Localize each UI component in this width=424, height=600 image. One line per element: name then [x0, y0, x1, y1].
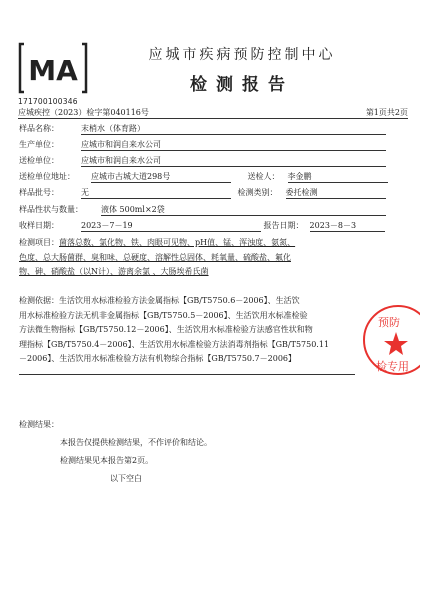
batch-value: 无: [81, 187, 231, 199]
sample-name-row: [19, 123, 386, 135]
receive-date-label: 收样日期：: [19, 221, 59, 230]
submitter-person-label: 送检人：: [247, 172, 280, 181]
items-line: 物、砷、硝酸盐（以N计）、游离余氯 、大肠埃希氏菌: [19, 267, 209, 276]
official-stamp: [358, 300, 420, 380]
nature-row: [19, 204, 386, 216]
basis-line: 方法微生物指标【GB/T5750.12－2006】、生活饮用水标准检验方法感官性状和物: [19, 325, 313, 334]
conclusion-label: 检测结果：: [19, 420, 59, 429]
batch-label: 样品批号：: [19, 188, 59, 197]
producer-row: [19, 139, 386, 151]
header-rule: [18, 118, 408, 119]
test-type-value: 委托检测: [286, 187, 386, 199]
items-label: 检测项目：: [19, 238, 59, 247]
stamp-star-icon: [384, 332, 408, 355]
conclusion-line: 本报告仅提供检测结果，不作评价和结论。: [60, 438, 212, 447]
basis-line: －2006】、生活饮用水标准检验方法有机物综合指标【GB/T5750.7－2006】: [19, 354, 297, 363]
address-row: [19, 171, 388, 183]
report-number: 应城疾控（2023）检字第040116号: [18, 108, 149, 117]
submitter-value: 应城市和润自来水公司: [81, 155, 386, 167]
basis-line: 用水标准检验方法无机非金属指标【GB/T5750.5－2006】、生活饮用水标准检验: [19, 310, 308, 320]
nature-value: 液体 500ml×2袋: [101, 204, 386, 216]
blank-marker: 以下空白: [110, 474, 142, 483]
dates-row: [19, 220, 385, 232]
address-value: 应城市古城大道298号: [91, 171, 231, 183]
nature-label: 样品性状与数量：: [19, 205, 83, 214]
submitter-row: [19, 155, 386, 167]
stamp-top-text: 预防: [378, 316, 400, 329]
sample-name-label: 样品名称：: [19, 124, 59, 133]
basis-line: 生活饮用水标准检验方法金属指标【GB/T5750.6－2006】、生活饮: [59, 296, 300, 305]
submitter-label: 送检单位：: [19, 156, 59, 165]
organization-name: 应城市疾病预防控制中心: [148, 47, 336, 63]
test-basis: [19, 294, 359, 367]
producer-label: 生产单位：: [19, 140, 59, 149]
page-info: 第1页共2页: [365, 108, 408, 117]
submitter-person-value: 李金鹏: [288, 171, 388, 183]
test-type-label: 检测类别：: [237, 188, 278, 197]
items-line: 色度、总大肠菌群、臭和味、总硬度、溶解性总固体、耗氧量、硫酸盐、氟化: [19, 252, 291, 262]
receive-date-value: 2023－7－19: [81, 220, 261, 232]
test-items: [19, 236, 407, 280]
ma-number: 171700100346: [18, 97, 78, 106]
conclusion-line: 检测结果见本报告第2页。: [60, 456, 154, 465]
basis-label: 检测依据：: [19, 296, 59, 305]
ma-letters: MA: [28, 54, 78, 87]
basis-line: 理指标【GB/T5750.4－2006】、生活饮用水标准检验方法消毒剂指标【GB/T5750.11: [19, 339, 330, 349]
basis-rule: [19, 374, 355, 375]
report-title: 检测报告: [190, 75, 294, 95]
sample-name-value: 末梢水（体育路）: [81, 123, 386, 135]
address-label: 送检单位地址：: [19, 172, 75, 181]
producer-value: 应城市和润自来水公司: [81, 139, 386, 151]
report-date-value: 2023－8－3: [310, 220, 385, 232]
stamp-bottom-text: 检专用: [376, 360, 409, 373]
items-line: 菌落总数、氯化物、铁、肉眼可见物、pH值、锰、浑浊度、氨氮、: [59, 238, 296, 247]
batch-row: [19, 187, 386, 199]
report-header-line: [18, 107, 408, 118]
report-date-label: 报告日期：: [263, 221, 304, 230]
